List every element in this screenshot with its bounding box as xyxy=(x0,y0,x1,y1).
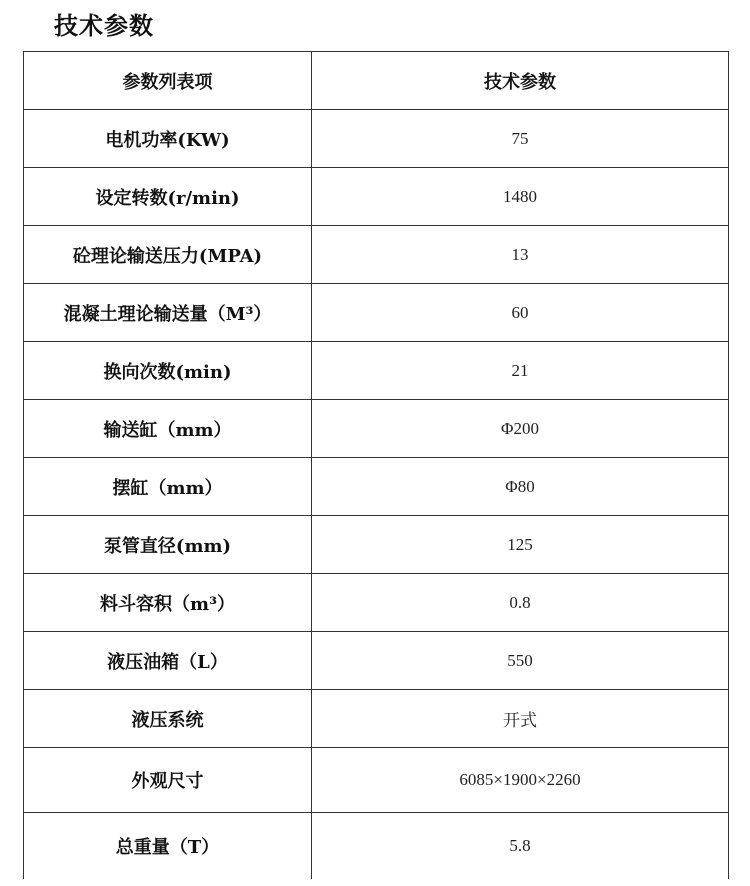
param-label: 混凝土理论输送量（M³） xyxy=(24,284,312,342)
table-row xyxy=(24,690,729,748)
param-value: Φ200 xyxy=(312,400,729,458)
table-row xyxy=(24,110,729,168)
param-value: 6085×1900×2260 xyxy=(312,748,729,813)
header-param: 参数列表项 xyxy=(24,52,312,110)
table-row xyxy=(24,748,729,813)
spec-table xyxy=(23,51,729,879)
param-value: 13 xyxy=(312,226,729,284)
param-value: 0.8 xyxy=(312,574,729,632)
table-row xyxy=(24,168,729,226)
table-row xyxy=(24,342,729,400)
param-value: 125 xyxy=(312,516,729,574)
table-row xyxy=(24,632,729,690)
param-value: 5.8 xyxy=(312,813,729,880)
param-label: 液压油箱（L） xyxy=(24,632,312,690)
header-value: 技术参数 xyxy=(312,52,729,110)
param-label: 总重量（T） xyxy=(24,813,312,880)
param-value: 75 xyxy=(312,110,729,168)
param-value: 1480 xyxy=(312,168,729,226)
param-value: 550 xyxy=(312,632,729,690)
param-value: Φ80 xyxy=(312,458,729,516)
param-value: 60 xyxy=(312,284,729,342)
table-row xyxy=(24,400,729,458)
param-value: 21 xyxy=(312,342,729,400)
param-label: 摆缸（mm） xyxy=(24,458,312,516)
param-label: 电机功率(KW) xyxy=(24,110,312,168)
table-row xyxy=(24,458,729,516)
table-row xyxy=(24,516,729,574)
param-label: 设定转数(r/min) xyxy=(24,168,312,226)
param-label: 料斗容积（m³） xyxy=(24,574,312,632)
param-label: 泵管直径(mm) xyxy=(24,516,312,574)
table-header-row xyxy=(24,52,729,110)
param-value: 开式 xyxy=(312,690,729,748)
param-label: 砼理论输送压力(MPA) xyxy=(24,226,312,284)
page-title: 技术参数 xyxy=(54,12,154,40)
table-row xyxy=(24,226,729,284)
table-row xyxy=(24,813,729,880)
param-label: 换向次数(min) xyxy=(24,342,312,400)
table-row xyxy=(24,284,729,342)
param-label: 输送缸（mm） xyxy=(24,400,312,458)
param-label: 液压系统 xyxy=(24,690,312,748)
table-row xyxy=(24,574,729,632)
param-label: 外观尺寸 xyxy=(24,748,312,813)
